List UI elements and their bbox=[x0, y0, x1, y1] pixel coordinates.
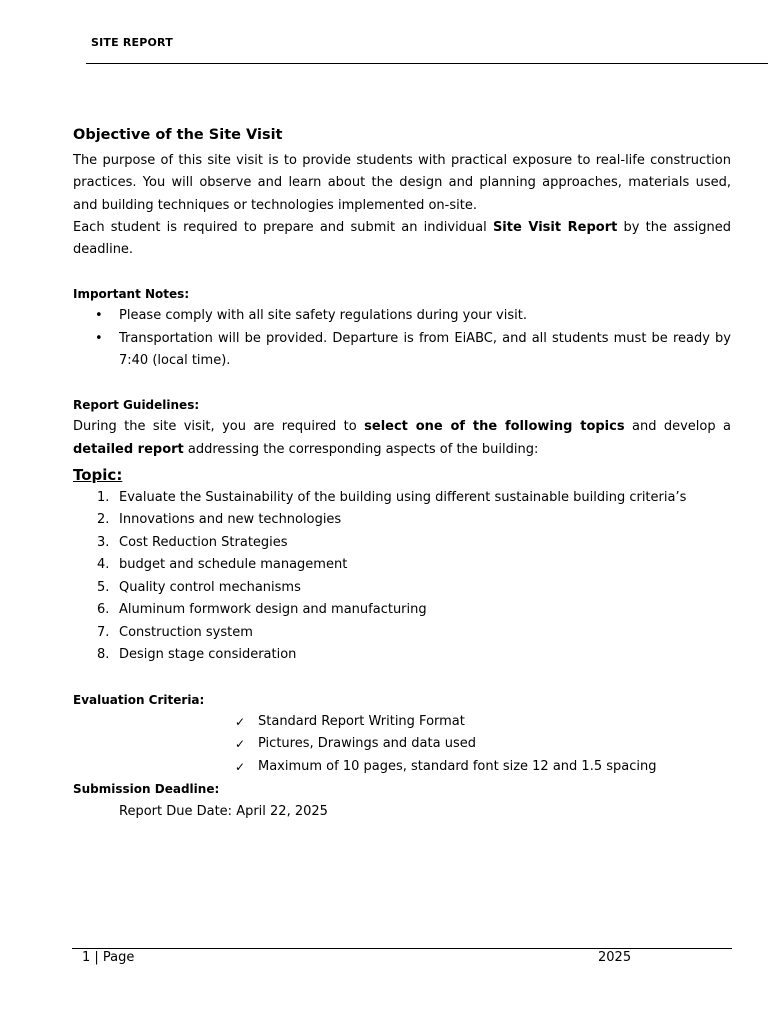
topic-number: 3. bbox=[97, 534, 110, 550]
guidelines-text-3: addressing the corresponding aspects of the building: bbox=[183, 441, 539, 457]
objective-heading: Objective of the Site Visit bbox=[73, 127, 283, 143]
topic-text: budget and schedule management bbox=[119, 557, 348, 573]
criterion-text: Pictures, Drawings and data used bbox=[258, 736, 476, 752]
checkmark-icon: ✓ bbox=[235, 714, 246, 729]
guidelines-text-1: During the site visit, you are required to bbox=[73, 419, 365, 435]
header-divider bbox=[86, 63, 768, 64]
guidelines-bold-1: select one of the following topics bbox=[364, 419, 625, 435]
requirement-text-start: Each student is required to prepare and submit an individual bbox=[73, 219, 493, 235]
checkmark-icon: ✓ bbox=[235, 737, 246, 752]
list-item bbox=[73, 328, 731, 373]
guidelines-bold-2: detailed report bbox=[73, 441, 184, 457]
topics-list bbox=[73, 487, 731, 667]
header-title: SITE REPORT bbox=[91, 36, 173, 49]
topic-number: 6. bbox=[97, 602, 110, 618]
list-item bbox=[73, 644, 731, 667]
topic-text: Quality control mechanisms bbox=[119, 579, 301, 595]
guidelines-text-2: and develop a bbox=[624, 419, 732, 435]
topic-number: 4. bbox=[97, 557, 110, 573]
footer-year: 2025 bbox=[598, 950, 632, 965]
topic-number: 1. bbox=[97, 489, 110, 505]
criterion-text: Standard Report Writing Format bbox=[258, 713, 465, 729]
list-item bbox=[73, 532, 731, 555]
due-date: Report Due Date: April 22, 2025 bbox=[119, 804, 328, 820]
footer-divider bbox=[72, 948, 732, 949]
topic-number: 5. bbox=[97, 579, 110, 595]
list-item bbox=[73, 622, 731, 645]
list-item bbox=[73, 733, 731, 756]
page-number: 1 | Page bbox=[82, 950, 135, 965]
topic-text: Innovations and new technologies bbox=[119, 512, 342, 528]
criterion-text: Maximum of 10 pages, standard font size 12 and 1.5 spacing bbox=[258, 758, 657, 774]
guidelines-label: Report Guidelines: bbox=[73, 398, 200, 413]
list-item bbox=[73, 554, 731, 577]
list-item bbox=[73, 577, 731, 600]
note-text: Please comply with all site safety regulations during your visit. bbox=[119, 308, 527, 324]
submission-label: Submission Deadline: bbox=[73, 782, 220, 797]
requirement-text-end: by the assigned deadline. bbox=[73, 219, 732, 258]
objective-requirement bbox=[73, 217, 731, 262]
topic-text: Evaluate the Sustainability of the building using different sustainable building criteria’s bbox=[119, 489, 687, 505]
notes-list bbox=[73, 305, 731, 372]
list-item bbox=[73, 509, 731, 532]
list-item bbox=[73, 305, 731, 327]
evaluation-list bbox=[73, 711, 731, 779]
guidelines-paragraph bbox=[73, 416, 731, 461]
requirement-report-name: Site Visit Report bbox=[492, 219, 618, 235]
objective-paragraph: The purpose of this site visit is to provide students with practical exposure to real-life construction practices. You will observe and learn about the design and planning approaches, materials used, and building techniques or technologies implemented on-site. bbox=[73, 153, 731, 213]
topic-number: 8. bbox=[97, 647, 110, 663]
topic-text: Construction system bbox=[119, 624, 253, 640]
bullet-icon: • bbox=[95, 308, 103, 324]
list-item bbox=[73, 487, 731, 510]
topic-text: Aluminum formwork design and manufacturing bbox=[119, 602, 427, 618]
topic-number: 2. bbox=[97, 512, 110, 528]
list-item bbox=[73, 599, 731, 622]
topic-number: 7. bbox=[97, 624, 110, 640]
document-body bbox=[73, 125, 731, 824]
notes-label: Important Notes: bbox=[73, 287, 190, 302]
note-text: Transportation will be provided. Departure is from EiABC, and all students must be ready by 7:40 (local time). bbox=[119, 330, 731, 369]
bullet-icon: • bbox=[95, 330, 103, 346]
list-item bbox=[73, 756, 731, 779]
topic-text: Design stage consideration bbox=[119, 647, 297, 663]
topic-text: Cost Reduction Strategies bbox=[119, 534, 288, 550]
list-item bbox=[73, 711, 731, 734]
topic-heading: Topic: bbox=[73, 465, 123, 484]
checkmark-icon: ✓ bbox=[235, 759, 246, 774]
evaluation-label: Evaluation Criteria: bbox=[73, 692, 205, 707]
